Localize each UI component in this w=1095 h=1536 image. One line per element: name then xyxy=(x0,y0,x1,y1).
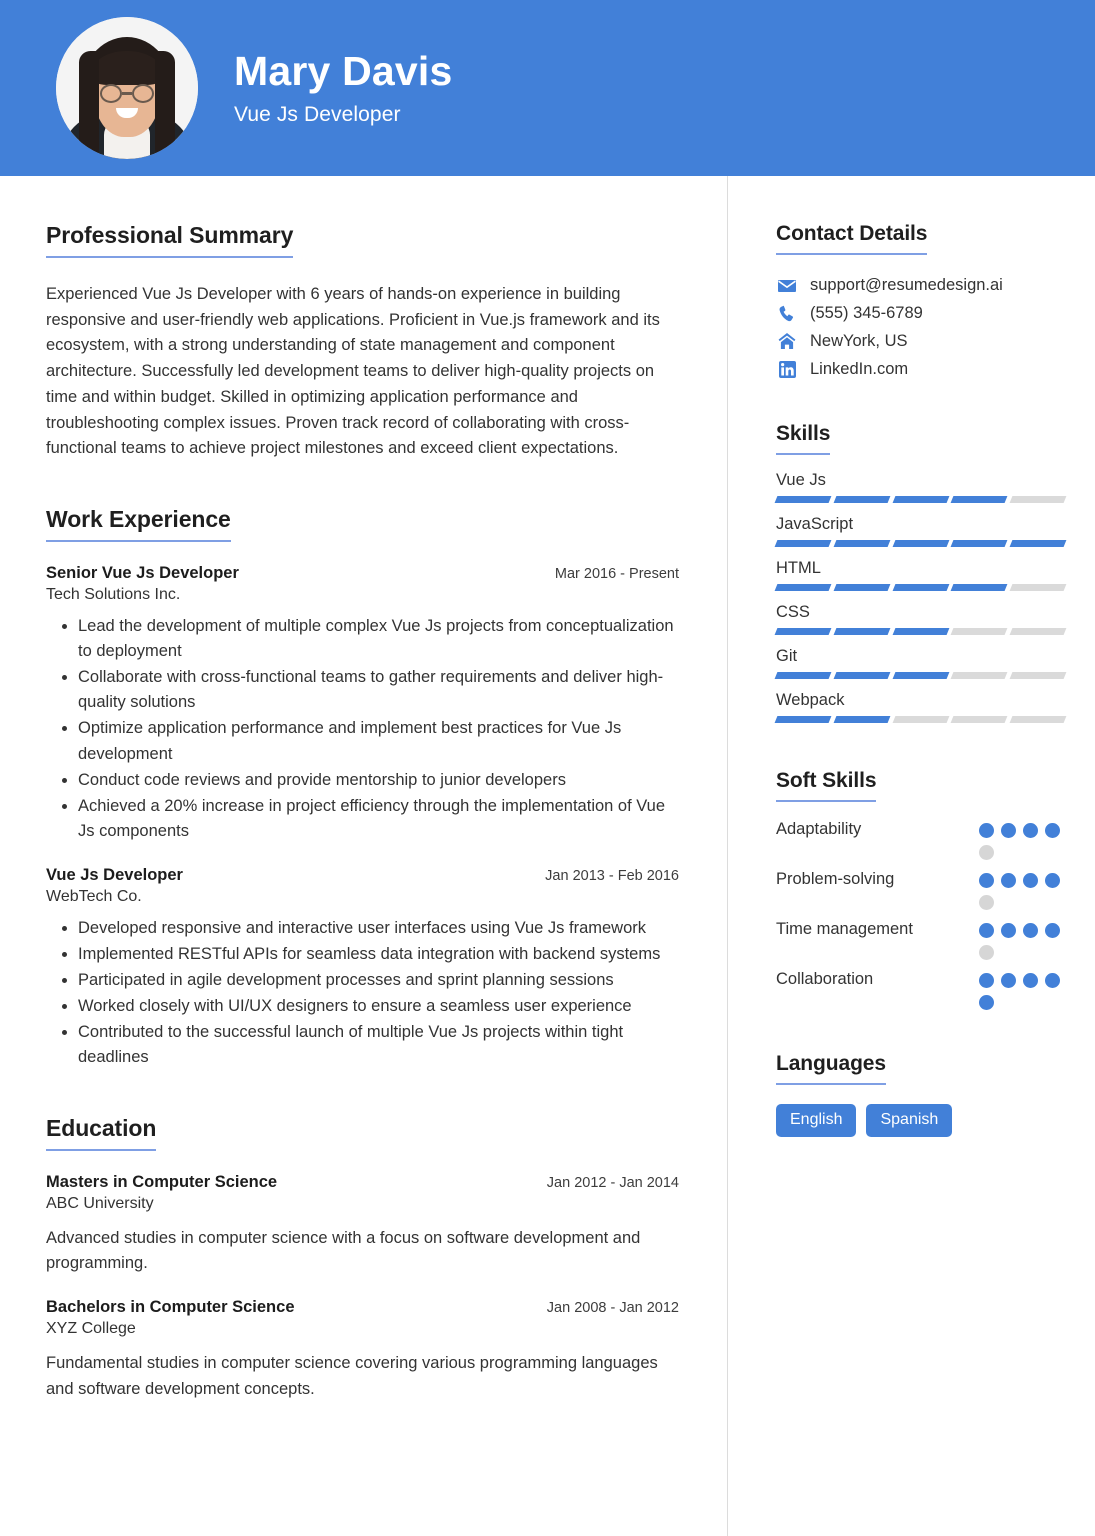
skills-list xyxy=(776,471,1065,723)
skill-level-bar xyxy=(776,584,1065,591)
profile-photo xyxy=(56,17,198,159)
degree-description: Advanced studies in computer science with a focus on software development and programming. xyxy=(46,1229,641,1273)
contact-item-linkedin[interactable] xyxy=(776,360,1065,379)
level-segment xyxy=(1010,628,1067,635)
language-chip: Spanish xyxy=(866,1104,952,1137)
level-segment xyxy=(833,540,890,547)
job-title: Senior Vue Js Developer xyxy=(46,564,239,583)
rating-dot xyxy=(1045,923,1060,938)
experience-entry-header xyxy=(46,564,679,583)
rating-dot xyxy=(1001,923,1016,938)
level-segment xyxy=(775,540,832,547)
level-segment xyxy=(892,540,949,547)
level-segment xyxy=(775,496,832,503)
job-date-range: Jan 2013 - Feb 2016 xyxy=(545,867,679,884)
section-soft-skills xyxy=(776,769,1065,1010)
sidebar-column xyxy=(727,176,1095,1536)
skill-level-bar xyxy=(776,496,1065,503)
home-icon xyxy=(776,333,798,351)
rating-dot xyxy=(1045,823,1060,838)
list-item: • Achieved a 20% increase in project efficiency through the implementation of Vue Js components xyxy=(78,794,679,844)
skill-item xyxy=(776,647,1065,679)
linkedin-icon xyxy=(776,361,798,379)
level-segment xyxy=(951,628,1008,635)
soft-skill-rating xyxy=(979,918,1065,960)
school-name: XYZ College xyxy=(46,1320,136,1338)
rating-dot xyxy=(979,945,994,960)
list-item: • Participated in agile development processes and sprint planning sessions xyxy=(78,968,679,993)
rating-dot xyxy=(979,995,994,1010)
level-segment xyxy=(1010,716,1067,723)
contact-value-phone: (555) 345-6789 xyxy=(810,304,923,322)
list-item: • Implemented RESTful APIs for seamless data integration with backend systems xyxy=(78,942,679,967)
soft-skill-rating xyxy=(979,818,1065,860)
rating-dot xyxy=(1023,923,1038,938)
level-segment xyxy=(892,584,949,591)
section-languages xyxy=(776,1052,1065,1137)
skill-label: CSS xyxy=(776,603,810,621)
skill-item xyxy=(776,515,1065,547)
soft-skill-rating xyxy=(979,868,1065,910)
envelope-icon xyxy=(776,277,798,295)
level-segment xyxy=(1010,672,1067,679)
language-chip: English xyxy=(776,1104,856,1137)
contact-item-phone[interactable] xyxy=(776,304,1065,323)
degree-date-range: Jan 2012 - Jan 2014 xyxy=(546,1175,679,1192)
level-segment xyxy=(1010,584,1067,591)
contact-list xyxy=(776,276,1065,379)
rating-dot xyxy=(979,973,994,988)
section-education xyxy=(46,1115,679,1401)
degree-description: Fundamental studies in computer science covering various programming languages and software development concepts. xyxy=(46,1354,658,1398)
job-title: Vue Js Developer xyxy=(46,865,183,884)
degree-date-range: Jan 2008 - Jan 2012 xyxy=(546,1300,679,1317)
school-name: ABC University xyxy=(46,1195,154,1213)
education-entry xyxy=(46,1298,679,1401)
job-bullet-list xyxy=(46,916,679,1070)
rating-dot xyxy=(1045,973,1060,988)
level-segment xyxy=(951,584,1008,591)
resume-header xyxy=(0,0,1095,176)
rating-dot xyxy=(1001,823,1016,838)
candidate-role: Vue Js Developer xyxy=(234,102,401,126)
soft-skill-label: Collaboration xyxy=(776,970,874,988)
contact-item-location[interactable] xyxy=(776,332,1065,351)
level-segment xyxy=(892,628,949,635)
level-segment xyxy=(775,628,832,635)
section-heading-soft-skills: Soft Skills xyxy=(776,769,876,802)
soft-skill-item xyxy=(776,918,1065,960)
level-segment xyxy=(833,716,890,723)
level-segment xyxy=(833,496,890,503)
section-contact-details xyxy=(776,222,1065,379)
skill-label: HTML xyxy=(776,559,821,577)
job-company: WebTech Co. xyxy=(46,887,142,905)
contact-value-location: NewYork, US xyxy=(810,332,908,350)
list-item: • Worked closely with UI/UX designers to ensure a seamless user experience xyxy=(78,994,679,1019)
level-segment xyxy=(951,672,1008,679)
skill-item xyxy=(776,603,1065,635)
list-item: • Developed responsive and interactive user interfaces using Vue Js framework xyxy=(78,916,679,941)
education-entry-header xyxy=(46,1173,679,1192)
contact-value-email: support@resumedesign.ai xyxy=(810,276,1003,294)
skill-level-bar xyxy=(776,716,1065,723)
education-entry-header xyxy=(46,1298,679,1317)
level-segment xyxy=(775,672,832,679)
level-segment xyxy=(1010,496,1067,503)
soft-skill-label: Time management xyxy=(776,920,913,938)
rating-dot xyxy=(979,845,994,860)
level-segment xyxy=(951,540,1008,547)
soft-skill-rating xyxy=(979,968,1065,1010)
section-heading-skills: Skills xyxy=(776,422,830,455)
contact-value-linkedin: LinkedIn.com xyxy=(810,360,909,378)
list-item: • Collaborate with cross-functional teams to gather requirements and deliver high-quality solutions xyxy=(78,665,679,715)
skill-label: JavaScript xyxy=(776,515,854,533)
phone-icon xyxy=(776,305,798,323)
skill-level-bar xyxy=(776,540,1065,547)
summary-text: Experienced Vue Js Developer with 6 years of hands-on experience in building responsive and user-friendly web applications. Proficient in Vue.js framework and its ecosystem, with a strong understanding of state management and component architecture. Successfully led development teams to deliver high-quality projects on time and within budget. Skilled in optimizing application performance and troubleshooting complex issues. Proven track record of collaborating with cross-functional teams to achieve project milestones and exceed client expectations. xyxy=(46,285,660,458)
rating-dot xyxy=(1023,873,1038,888)
skill-label: Webpack xyxy=(776,691,845,709)
soft-skills-list xyxy=(776,818,1065,1010)
rating-dot xyxy=(1001,973,1016,988)
header-text-block xyxy=(234,49,453,127)
skill-label: Vue Js xyxy=(776,471,826,489)
degree-title: Bachelors in Computer Science xyxy=(46,1298,295,1317)
job-date-range: Mar 2016 - Present xyxy=(554,566,679,583)
skill-label: Git xyxy=(776,647,798,665)
skill-item xyxy=(776,691,1065,723)
list-item: • Contributed to the successful launch of multiple Vue Js projects within tight deadlines xyxy=(78,1020,679,1070)
section-heading-summary: Professional Summary xyxy=(46,222,293,258)
job-bullet-list xyxy=(46,614,679,844)
section-heading-contact: Contact Details xyxy=(776,222,927,255)
rating-dot xyxy=(1045,873,1060,888)
soft-skill-label: Adaptability xyxy=(776,820,862,838)
candidate-name: Mary Davis xyxy=(234,48,453,95)
level-segment xyxy=(951,496,1008,503)
list-item: • Lead the development of multiple complex Vue Js projects from conceptualization to deployment xyxy=(78,614,679,664)
language-list xyxy=(776,1104,1065,1137)
rating-dot xyxy=(979,873,994,888)
level-segment xyxy=(892,672,949,679)
soft-skill-item xyxy=(776,868,1065,910)
experience-entry xyxy=(46,564,679,844)
level-segment xyxy=(775,716,832,723)
skill-item xyxy=(776,471,1065,503)
list-item: • Optimize application performance and implement best practices for Vue Js development xyxy=(78,716,679,766)
section-heading-languages: Languages xyxy=(776,1052,886,1085)
section-skills xyxy=(776,422,1065,723)
level-segment xyxy=(833,672,890,679)
experience-entry-header xyxy=(46,866,679,885)
rating-dot xyxy=(1001,873,1016,888)
soft-skill-item xyxy=(776,968,1065,1010)
avatar xyxy=(56,17,198,159)
level-segment xyxy=(833,628,890,635)
section-heading-experience: Work Experience xyxy=(46,506,231,542)
rating-dot xyxy=(979,923,994,938)
rating-dot xyxy=(1023,823,1038,838)
level-segment xyxy=(892,716,949,723)
section-professional-summary xyxy=(46,222,679,462)
level-segment xyxy=(1010,540,1067,547)
section-heading-education: Education xyxy=(46,1115,156,1151)
soft-skill-label: Problem-solving xyxy=(776,870,895,888)
rating-dot xyxy=(1023,973,1038,988)
soft-skill-item xyxy=(776,818,1065,860)
education-entry xyxy=(46,1173,679,1276)
job-company: Tech Solutions Inc. xyxy=(46,586,181,604)
list-item: • Conduct code reviews and provide mentorship to junior developers xyxy=(78,768,679,793)
skill-item xyxy=(776,559,1065,591)
level-segment xyxy=(775,584,832,591)
resume-body xyxy=(0,176,1095,1536)
section-work-experience xyxy=(46,506,679,1070)
skill-level-bar xyxy=(776,672,1065,679)
contact-item-email[interactable] xyxy=(776,276,1065,295)
main-column xyxy=(0,176,727,1536)
degree-title: Masters in Computer Science xyxy=(46,1173,278,1192)
skill-level-bar xyxy=(776,628,1065,635)
level-segment xyxy=(892,496,949,503)
rating-dot xyxy=(979,823,994,838)
level-segment xyxy=(833,584,890,591)
level-segment xyxy=(951,716,1008,723)
experience-entry xyxy=(46,866,679,1070)
rating-dot xyxy=(979,895,994,910)
